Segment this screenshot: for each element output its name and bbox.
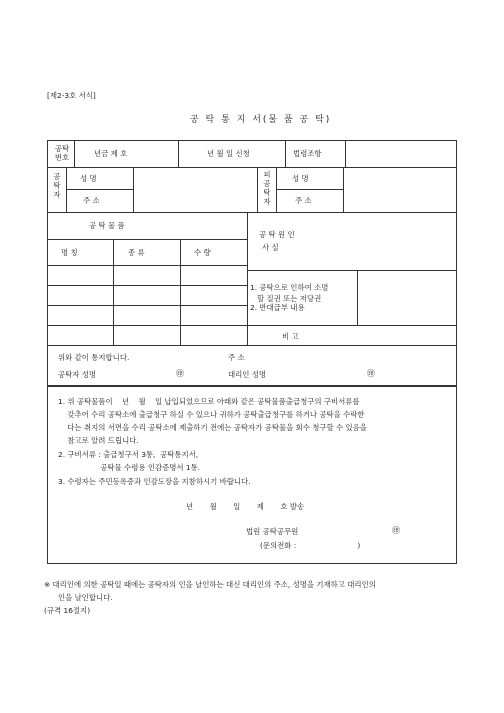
instruction-line-1: 1. 위 공탁물품이 년 월 일 납입되었으므로 아래와 같은 공탁물품출급청구의 구비서류를: [58, 397, 360, 406]
goods-col-kind: 종 류: [128, 248, 145, 257]
officer-seal: ㊞: [392, 526, 400, 535]
depositee-label: 피 공 탁 자: [263, 170, 271, 206]
instruction-line-5: 2. 구비서류 : 출급청구서 3통, 공탁통지서,: [58, 450, 199, 459]
instruction-line-7: 3. 수령자는 주민등록증과 인감도장을 지참하시기 바랍니다.: [58, 477, 251, 486]
depositor-seal: ㊞: [176, 369, 184, 378]
deposit-number-label: 공탁 번호: [54, 144, 70, 162]
issue-date: 년 월 일 제 호 발송: [186, 502, 305, 511]
instruction-line-4: 참고로 알려 드립니다.: [58, 436, 139, 445]
goods-section-title: 공 탁 물 품: [89, 221, 125, 230]
paper-spec: (규격 16절지): [44, 606, 91, 615]
cause-label-line2: 사 실: [262, 243, 279, 252]
depositor-label: 공 탁 자: [53, 172, 61, 199]
instruction-line-3: 다는 취지의 서면을 수리 공탁소에 제출하기 전에는 공탁자가 공탁물을 회수 청구할 수 있음을: [58, 423, 367, 432]
application-date: 년 월 일 신청: [207, 149, 250, 158]
footnote-line-2: 인을 날인합니다.: [58, 593, 113, 602]
page-title: 공 탁 통 지 서(물 품 공 탁): [190, 115, 332, 125]
notice-address-label: 주 소: [228, 353, 245, 362]
depositor-name-sign: 공탁자 성명: [58, 370, 97, 379]
goods-col-quantity: 수 량: [194, 248, 211, 257]
footnote-line-1: ※ 대리인에 의한 공탁일 때에는 공탁자의 인을 날인하는 대신 대리인의 주소, 성명을 기재하고 대리인의: [44, 580, 376, 589]
extinguished-rights-label: 1. 공탁으로 인하여 소멸 할 질권 또는 저당권: [250, 283, 329, 303]
form-code: [제2-3호 서식]: [47, 91, 96, 100]
deposit-table: [47, 140, 457, 387]
notice-statement: 위와 같이 통지합니다.: [58, 353, 130, 362]
goods-col-name: 명 칭: [61, 248, 78, 257]
depositee-address-label: 주 소: [295, 196, 312, 205]
law-provision-label: 법령조항: [293, 149, 322, 158]
cause-label-line1: 공 탁 원 인: [259, 230, 295, 239]
year-number: 년금 제 호: [94, 149, 128, 158]
counter-performance-label: 2. 반대급부 내용: [250, 303, 305, 312]
instruction-line-2: 갖추어 수리 공탁소에 출급청구 하실 수 있으나 귀하가 공탁출급청구를 하거나 공탁을 수락한: [58, 410, 365, 419]
agent-seal: ㊞: [367, 369, 375, 378]
depositor-address-label: 주 소: [83, 196, 100, 205]
contact-phone: (문의전화 : ): [260, 541, 361, 550]
instruction-line-6: 공탁물 수령용 인감증명서 1통.: [58, 463, 201, 472]
agent-name-sign: 대리인 성명: [228, 370, 267, 379]
depositee-name-label: 성 명: [292, 174, 309, 183]
depositor-name-label: 성 명: [80, 174, 97, 183]
court-officer: 법원 공탁공무원: [246, 527, 299, 536]
remarks-label: 비 고: [282, 332, 299, 341]
